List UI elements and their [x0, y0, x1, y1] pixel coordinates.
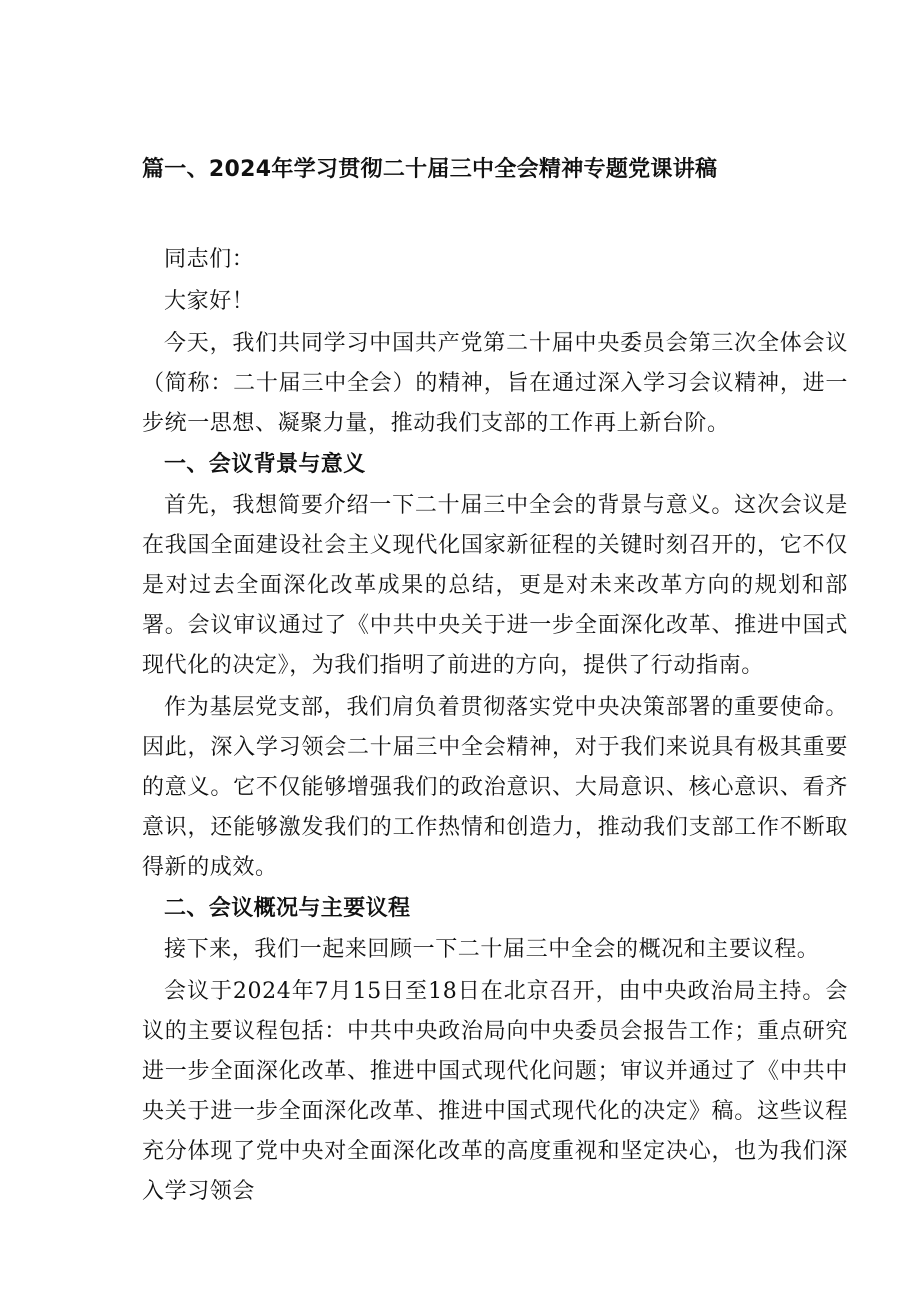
document-title: 篇一、2024年学习贯彻二十届三中全会精神专题党课讲稿	[142, 157, 718, 182]
greeting: 大家好！	[164, 289, 255, 314]
overview-paragraph-1: 接下来，我们一起来回顾一下二十届三中全会的概况和主要议程。	[164, 937, 820, 962]
background-paragraph-1: 首先，我想简要介绍一下二十届三中全会的背景与意义。这次会议是在我国全面建设社会主义现代化国家新征程的关键时刻召开的，它不仅是对过去全面深化改革成果的总结，更是对未来改革方向的规划和部署。会议审议通过了《中共中央关于进一步全面深化改革、推进中国式现代化的决定》，为我们指明了前进的方向，提供了行动指南。	[142, 493, 848, 678]
intro-paragraph: 今天，我们共同学习中国共产党第二十届中央委员会第三次全体会议（简称：二十届三中全会）的精神，旨在通过深入学习会议精神，进一步统一思想、凝聚力量，推动我们支部的工作再上新台阶。	[142, 331, 848, 436]
overview-paragraph-2: 会议于2024年7月15日至18日在北京召开，由中央政治局主持。会议的主要议程包括：中共中央政治局向中央委员会报告工作；重点研究进一步全面深化改革、推进中国式现代化问题；审议并通过了《中共中央关于进一步全面深化改革、推进中国式现代化的决定》稿。这些议程充分体现了党中央对全面深化改革的高度重视和坚定决心，也为我们深入学习领会	[142, 979, 848, 1204]
background-paragraph-2: 作为基层党支部，我们肩负着贯彻落实党中央决策部署的重要使命。因此，深入学习领会二十届三中全会精神，对于我们来说具有极其重要的意义。它不仅能够增强我们的政治意识、大局意识、核心意识、看齐意识，还能够激发我们的工作热情和创造力，推动我们支部工作不断取得新的成效。	[142, 695, 848, 880]
salutation: 同志们：	[164, 247, 255, 272]
section-heading-background: 一、会议背景与意义	[164, 452, 366, 477]
document-body	[142, 240, 848, 1212]
section-heading-overview: 二、会议概况与主要议程	[164, 896, 411, 921]
